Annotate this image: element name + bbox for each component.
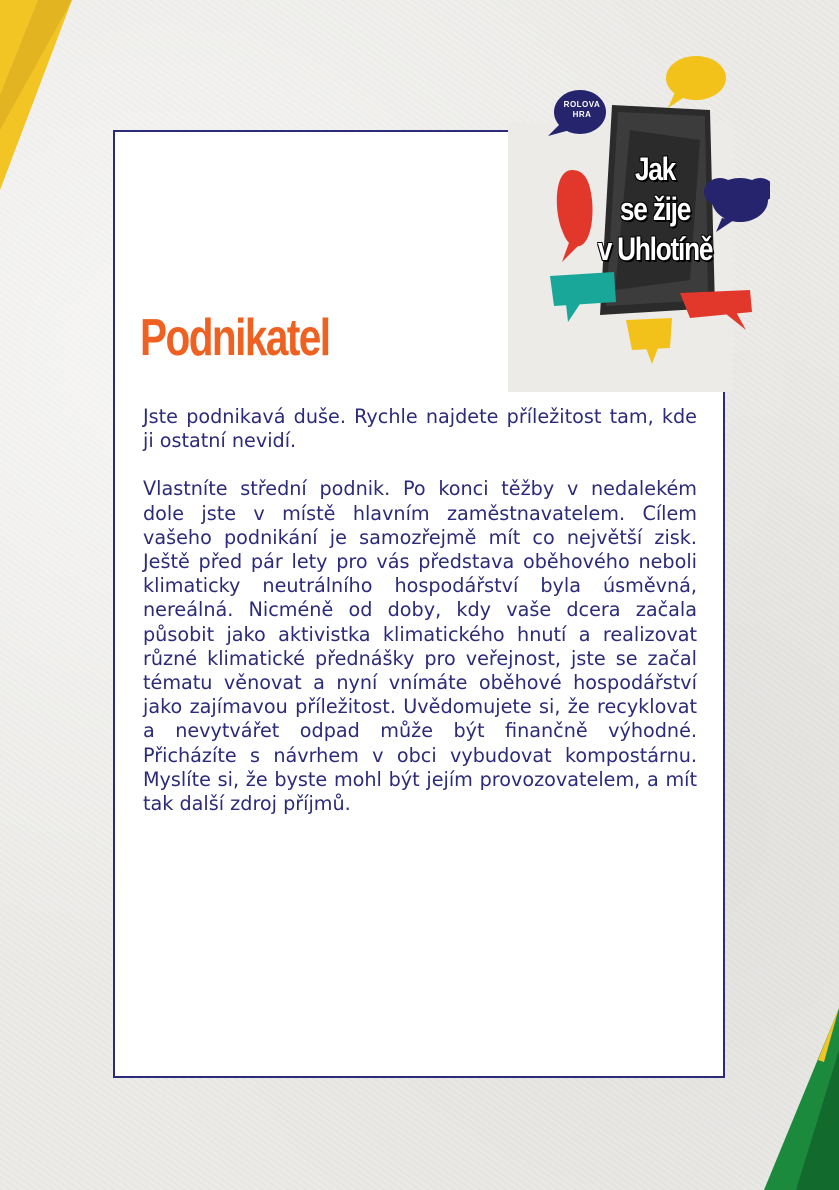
role-description xyxy=(143,405,697,840)
badge-label: ROLOVA HRA xyxy=(563,100,601,119)
description-paragraph: Vlastníte střední podnik. Po konci těžby v nedalekém dole jste v místě hlavním zaměstnavatelem. Cílem vašeho podnikání je samozřejmě mít co největší zisk. Ještě před pár lety pro vás představa oběhového neboli klimaticky neutrálního hospodářství byla úsměvná, nereálná. Nicméně od doby, kdy vaše dcera začala působit jako aktivistka klimatického hnutí a realizovat různé klimatické přednášky pro veřejnost, jste se začal tématu věnovat a nyní vnímáte oběhové hospodářství jako zajímavou příležitost. Uvědomujete si, že recyklovat a nevytvářet odpad může být finančně výhodné. Přicházíte s návrhem v obci vybudovat kompostárnu. Myslíte si, že byste mohl být jejím provozovatelem, a mít tak další zdroj příjmů. xyxy=(143,477,697,816)
intro-paragraph: Jste podnikavá duše. Rychle najdete příležitost tam, kde ji ostatní nevidí. xyxy=(143,405,697,453)
badge-title-line-1: Jak xyxy=(634,151,676,187)
role-title: Podnikatel xyxy=(140,309,330,367)
badge-title-line-3: v Uhlotíně xyxy=(597,231,713,267)
game-logo-badge xyxy=(540,50,770,370)
corner-decoration-bottom-right xyxy=(760,1000,839,1190)
corner-decoration-top-left xyxy=(0,0,80,200)
badge-title-line-2: se žije xyxy=(619,191,691,227)
